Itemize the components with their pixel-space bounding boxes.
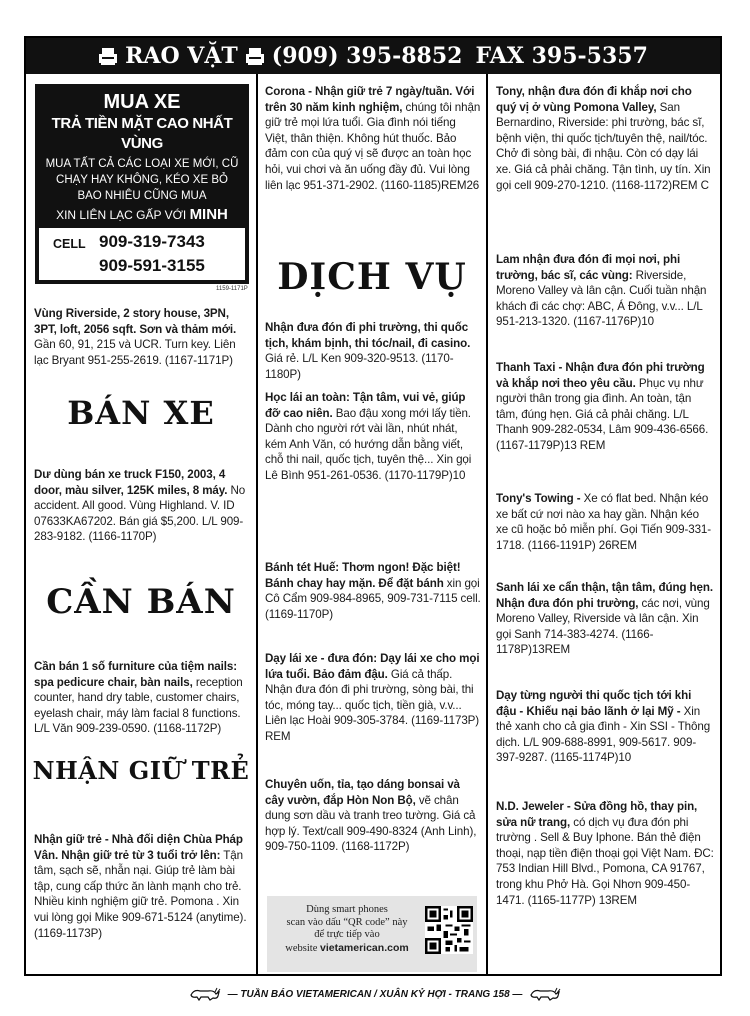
qr-line: để trực tiếp vào <box>314 929 380 940</box>
ad-body: vẽ chân dung sơn dầu và tranh treo tường. Giá cả hợp lý. Text/call 909-490-8324 (Anh Linh), 909-750-1109. (1168-1172P) <box>265 793 477 854</box>
ad-body: Tận tâm, sạch sẽ, nhẫn nại. Giúp trẻ làm bài tập, cung cấp thức ăn lành mạnh cho trẻ. Nhiều kinh nghiệm giữ trẻ. Pomona . Xin vui lòng gọi Mike 909-671-5124 (anytime). (1169-1173P) <box>34 848 247 940</box>
header-title: RAO VẶT <box>125 43 238 69</box>
ad-driving-school-hoai <box>265 651 481 745</box>
muaxe-contact-name: MINH <box>189 206 228 223</box>
ad-headline: Lam nhận đưa đón đi mọi nơi, phi trường, bác sĩ, các vùng: <box>496 253 681 282</box>
phone-2: 909-591-3155 <box>99 256 205 275</box>
muaxe-box <box>35 84 249 284</box>
ad-driving-lessons <box>265 390 481 484</box>
ad-body: các nơi, vùng Moreno Valley, Riverside và lân cận. Xin gọi Sanh 714-383-4274. (1166-1178P)13REM <box>496 596 710 657</box>
ad-nail-furniture <box>34 659 252 737</box>
ad-headline: Bánh tét Huế: Thơm ngon! Đặc biệt! Bánh chay hay mặn. Để đặt bánh <box>265 561 461 590</box>
footer-text: — TUẦN BÁO VIETAMERICAN / XUÂN KỶ HỢI - TRANG 158 — <box>227 988 523 1000</box>
ad-body: Riverside, Moreno Valley và lân cận. Cuối tuần nhận khách đi các chợ: ABC, Á Đông, v.v... L/L 951-213-1320. (1167-1176P)10 <box>496 268 707 329</box>
ad-nd-jeweler <box>496 799 714 908</box>
ad-corona-babysitting <box>265 84 481 193</box>
ad-body: Xin thẻ xanh cho cả gia đình - Xin SSI - Thông dịch. L/L 909-688-8991, 909-5617. 909-397-9287. (1165-1174P)10 <box>496 704 711 765</box>
qr-line: scan vào dấu “QR code” này <box>286 916 408 928</box>
muaxe-contact <box>35 206 249 224</box>
ad-body: Gần 60, 91, 215 và UCR. Turn key. Liên lạc Bryant 951-255-2619. (1167-1171P) <box>34 338 236 367</box>
ad-tony-shuttle <box>496 84 714 193</box>
ad-headline: Sanh lái xe cẩn thận, tận tâm, đúng hẹn. Nhận đưa đón phi trường, <box>496 581 713 610</box>
cell-label: CELL <box>53 237 86 251</box>
ad-code: 1159-1171P <box>216 286 248 292</box>
ad-headline: Tony, nhận đưa đón đi khắp nơi cho quý vị ở vùng Pomona Valley, <box>496 85 692 114</box>
qr-code-box <box>267 896 477 972</box>
column-2 <box>258 74 488 974</box>
section-title-can-ban: CẦN BÁN <box>46 582 236 622</box>
ad-tonys-towing <box>496 491 714 553</box>
ad-citizenship-tutoring <box>496 688 714 766</box>
ad-headline: Vùng Riverside, 2 story house, 3PN, 3PT, loft, 2056 sqft. Sơn và thảm mới. <box>34 307 237 336</box>
ad-body: Giá rẻ. L/L Ken 909-320-9513. (1170-1180P) <box>265 352 454 381</box>
ad-airport-shuttle <box>265 320 481 382</box>
goat-icon <box>528 986 562 1002</box>
ad-headline: Tony's Towing - <box>496 492 581 505</box>
fax-icon <box>98 47 118 66</box>
website-link[interactable]: vietamerican.com <box>319 941 409 954</box>
ad-headline: Dạy lái xe - đưa đón: Dạy lái xe cho mọi lứa tuổi. Bảo đảm đậu. <box>265 652 480 681</box>
muaxe-phones <box>39 228 245 280</box>
ad-headline: Dạy từng người thi quốc tịch tới khi đậu - Khiếu nại bảo lãnh ở lại Mỹ - <box>496 689 692 718</box>
muaxe-line: CHẠY HAY KHÔNG, KÉO XE BỎ <box>56 174 228 186</box>
header-phone: (909) 395-8852 <box>271 43 463 69</box>
ad-lam-shuttle <box>496 252 714 330</box>
muaxe-subtitle: TRẢ TIỀN MẶT CAO NHẤT VÙNG <box>51 115 233 152</box>
ad-headline: Học lái an toàn: Tận tâm, vui vẻ, giúp đỡ cao niên. <box>265 391 466 420</box>
ad-headline: N.D. Jeweler - Sửa đồng hồ, thay pin, sửa nữ trang, <box>496 800 698 829</box>
phone-1: 909-319-7343 <box>99 232 205 251</box>
ad-body: Phục vụ như người thân trong gia đình. An toàn, tận tâm, đúng hẹn. Giá cả phải chăng. L/L Thanh 909-282-0534, Lâm 909-436-6566. (1167-1179P)13 REM <box>496 376 709 452</box>
ad-banh-tet-hue <box>265 560 481 622</box>
ad-thanh-taxi <box>496 360 714 454</box>
section-title-dich-vu: DỊCH VỤ <box>277 256 467 298</box>
qr-website-line <box>273 942 421 956</box>
ad-headline: Thanh Taxi - Nhận đưa đón phi trường và khắp nơi theo yêu cầu. <box>496 361 705 390</box>
ad-riverside-house <box>34 306 252 368</box>
qr-code-icon[interactable] <box>425 906 473 954</box>
ad-body: No accident. All good. Vùng Highland. V. ID 07633KA67202. Bán giá $5,200. L/L 909-283-9182. (1166-1170P) <box>34 483 246 544</box>
ad-babysitting-phap-van <box>34 832 252 941</box>
ad-body: San Bernardino, Riverside: phi trường, bác sĩ, bệnh viện, thi quốc tịch/tuyên thệ, nail/tóc. Chở đi sòng bài, đi nhậu. Còn có dạy lái xe. Giá cả phải chăng. Tận tình, uy tín. Xin gọi cell 909-270-1210. (1168-1172)REM C <box>496 100 711 192</box>
muaxe-contact-text: XIN LIÊN LẠC GẤP VỚI <box>56 208 187 222</box>
page-header <box>26 38 720 74</box>
goat-icon <box>188 986 222 1002</box>
classifieds-page <box>24 36 722 976</box>
muaxe-line: MUA TẤT CẢ CÁC LOẠI XE MỚI, CŨ <box>45 158 239 170</box>
qr-instructions <box>273 904 421 955</box>
ad-headline: Cần bán 1 số furniture của tiệm nails: spa pedicure chair, bàn nails, <box>34 660 237 689</box>
ad-body: có dịch vụ đưa đón phi trường . Sell & Buy Iphone. Bán thẻ điện thoại, nạp tiền điện thoại gọi Việt Nam. ĐC: 753 Indian Hill Blvd., Pomona, CA 91767, trong khu Phở Hà. Gọi Nhơn 909-450-1471. (1165-1177P) 13REM <box>496 815 714 907</box>
muaxe-title: MUA XE <box>103 91 181 113</box>
ad-headline: Corona - Nhận giữ trẻ 7 ngày/tuần. Với trên 30 năm kinh nghiệm, <box>265 85 475 114</box>
header-fax: FAX 395-5357 <box>475 43 648 69</box>
ad-body: reception counter, hand dry table, customer chairs, eyelash chair, máy làm facial 8 functions. L/L Văn 909-239-0590. (1168-1172P) <box>34 675 243 736</box>
ad-body: xin gọi Cô Cẩm 909-984-8965, 909-731-7115 cell. (1169-1170P) <box>265 576 481 621</box>
column-3 <box>488 74 720 974</box>
ad-truck-f150 <box>34 467 252 545</box>
ad-headline: Dư dùng bán xe truck F150, 2003, 4 door, màu silver, 125K miles, 8 máy. <box>34 468 228 497</box>
ad-body: Xe có flat bed. Nhận kéo xe bất cứ nơi nào xa hay gần. Nhận kéo xe cũ hoặc bỏ miễn phí. Gọi Tiến 909-331-1718. (1166-1191P) 26REM <box>496 492 712 552</box>
section-title-nhan-giu-tre: NHẬN GIỮ TRẺ <box>32 756 250 785</box>
fax-icon <box>245 47 265 66</box>
ad-headline: Chuyên uốn, tỉa, tạo dáng bonsai và cây vườn, đắp Hòn Non Bộ, <box>265 778 460 807</box>
ad-bonsai <box>265 777 481 855</box>
ad-headline: Nhận giữ trẻ - Nhà đối diện Chùa Pháp Vân. Nhận giữ trẻ từ 3 tuổi trở lên: <box>34 833 243 862</box>
ad-body: chúng tôi nhận giữ trẻ mọi lứa tuổi. Gia đình nói tiếng Việt, thân thiện. Không hút thuốc. Bảo đảm con của quý vị sẽ được an toàn học hỏi, vui chơi và ăn uống đầy đủ. Vui lòng liên lạc 951-371-2902. (1160-1185)REM26 <box>265 100 481 192</box>
ad-headline: Nhận đưa đón đi phi trường, thi quốc tịch, khám bịnh, thi tóc/nail, đi casino. <box>265 321 471 350</box>
column-1 <box>26 74 258 974</box>
muaxe-line: BAO NHIÊU CŨNG MUA <box>77 190 207 202</box>
ad-sanh-driver <box>496 580 714 658</box>
page-footer <box>0 984 750 1004</box>
section-title-ban-xe: BÁN XE <box>67 394 215 432</box>
qr-website-label: website <box>285 942 318 954</box>
qr-line: Dùng smart phones <box>306 904 388 915</box>
ad-body: Giá cả thấp. Nhận đưa đón đi phi trường, sòng bài, thi tóc, móng tay... quốc tịch, tiền già, v.v... Liên lạc Hoài 909-305-3784. (1169-1173P) REM <box>265 667 480 743</box>
ad-body: Bao đậu xong mới lấy tiền. Dành cho người rớt vài lần, nhút nhát, kém Anh Văn, có hướng dẫn bằng viết, chỗ thi nail, quốc tịch, tuyên thệ... Xin gọi Lê Bình 951-261-0536. (1170-1179P)10 <box>265 406 472 482</box>
